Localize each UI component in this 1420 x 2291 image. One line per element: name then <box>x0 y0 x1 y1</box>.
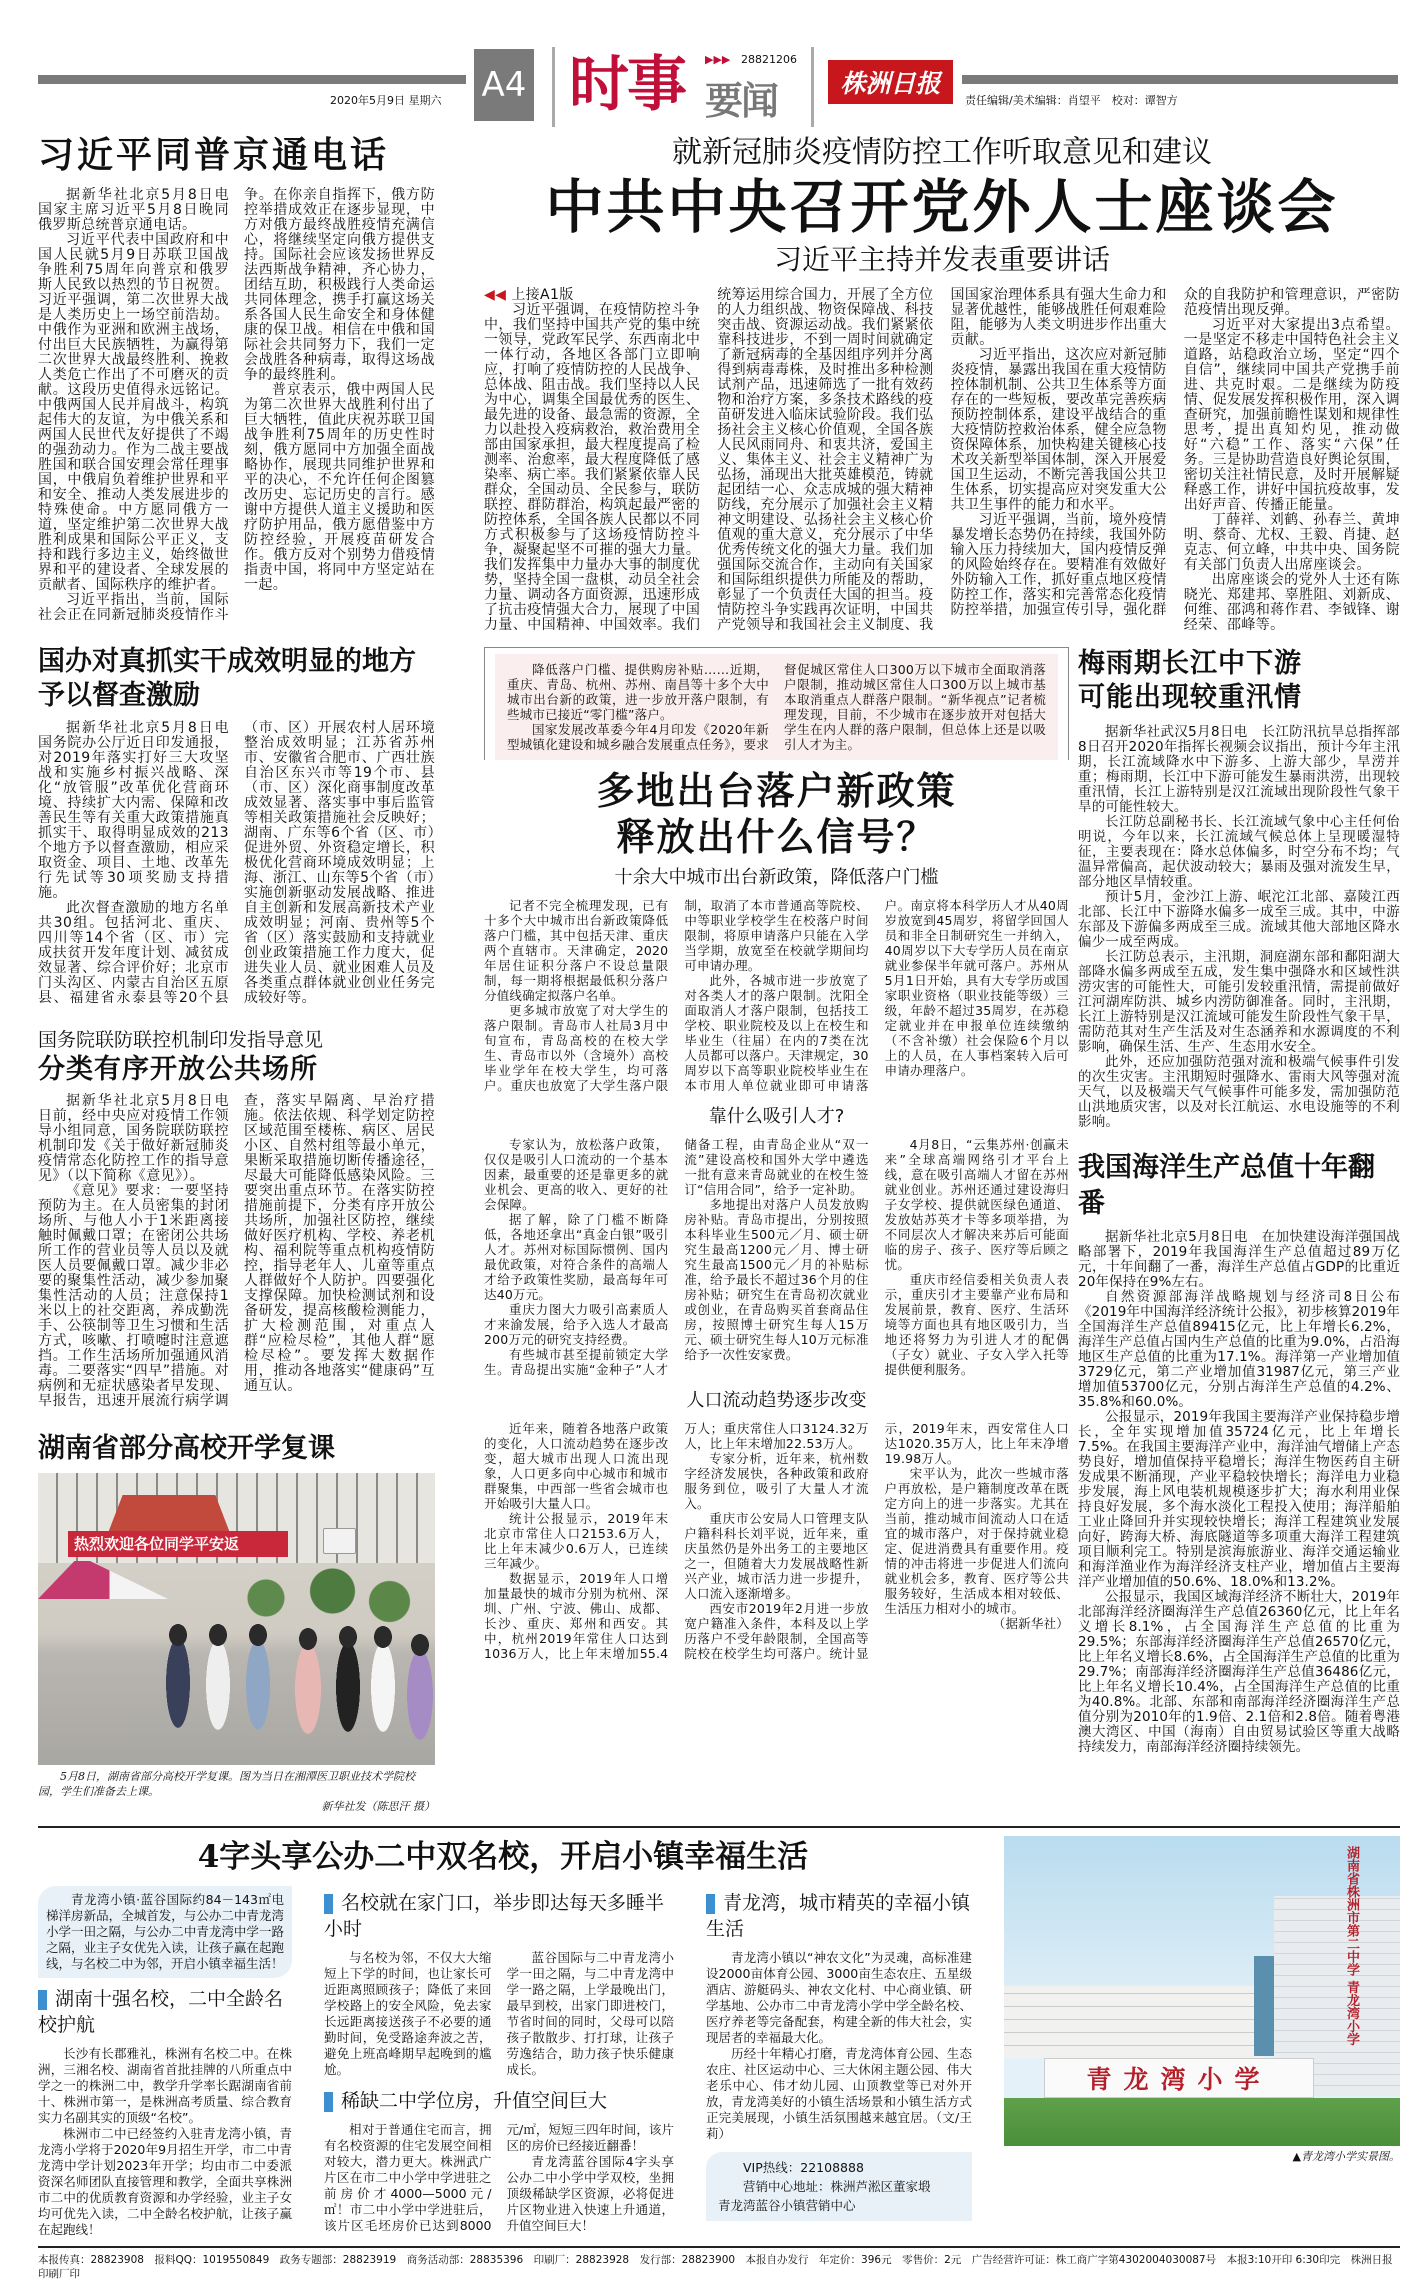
headline: 我国海洋生产总值十年翻番 <box>1078 1152 1375 1219</box>
advert-section-school <box>38 1986 292 2238</box>
paragraph: 习近平强调，当前，境外疫情暴发增长态势仍在持续，我国外防输入压力持续加大，国内疫情反弹的风险始终存在。要精准有效做好外防输入工作，抓好重点地区疫情防控工作，落实和完善常态化疫情防控举措，加强宣传引导，强化群众的自我防护和管理意识，严密防范疫情出现反弹。 <box>950 287 1400 618</box>
article-ocean-economy <box>1078 1150 1400 1755</box>
page-number: A4 <box>481 65 527 105</box>
heading-bar <box>324 2092 333 2112</box>
heading-text: 稀缺二中学位房，升值空间巨大 <box>341 2090 608 2112</box>
paragraph: 专家分析，近年来，杭州数字经济发展快，各种政策和政府服务到位，吸引了大量人才流入。 <box>684 1451 869 1511</box>
hotline-arrow-icon: ▶▶▶ <box>705 53 731 66</box>
paragraph: 西安市2019年2月进一步放宽户籍准入条件，本科及以上学历落户不受年龄限制，全国高等院校在校学生均可落户。统计显示，2019年末，西安常住人口达1020.35万人，比上年末净增19.98万人。 <box>684 1421 1069 1661</box>
section-body <box>324 2122 674 2234</box>
paragraph: 习近平代表中国政府和中国人民就5月9日苏联卫国战争胜利75周年向普京和俄罗斯人民致以热烈的节日祝贺。习近平强调，第二次世界大战是人类历史上一场空前浩劫。中俄作为亚洲和欧洲主战场，付出巨大民族牺牲，为赢得第二次世界大战最终胜利、挽救人类危亡作出了不可磨灭的贡献。这段历史值得永远铭记。中俄两国人民并肩战斗，构筑起伟大的友谊，为中俄关系和两国人民世代友好提供了不竭的强劲动力。作为二战主要战胜国和联合国安理会常任理事国，中俄肩负着维护世界和平和安全、推动人类发展进步的特殊使命。中方愿同俄方一道，坚定维护第二次世界大战胜利成果和国际公平正义，支持和践行多边主义，始终做世界和平的建设者、全球发展的贡献者、国际秩序的维护者。 <box>38 232 229 593</box>
paragraph: 多地提出对落户人员发放购房补贴。青岛市提出，分别按照本科毕业生500元／月、硕士研究生最高1200元／月、博士研究生最高1500元／月的补贴标准，给予最长不超过36个月的住房补贴；研究生在青岛初次就业或创业，在青岛购买首套商品住房，按照博士研究生每人15万元、硕士研究生每人10万元标准给予一次性安家费。 <box>684 1197 869 1362</box>
paragraph: 此外，还应加强防范强对流和极端气候事件引发的次生灾害。主汛期短时强降水、雷雨大风等强对流天气，以及极端天气气候事件可能多发，需加强防范山洪地质灾害，以及对长江航运、水电设施等的不利影响。 <box>1078 1054 1400 1130</box>
advert-section-town <box>706 1890 972 2142</box>
continued-from <box>484 288 700 303</box>
left-column <box>38 134 435 1814</box>
section-title-sub: 要闻 <box>705 79 778 123</box>
section-heading: 人口流动趋势逐步改变 <box>686 1390 867 1411</box>
right-column <box>1078 647 1400 1755</box>
section-body <box>484 1421 1069 1661</box>
right-area <box>484 134 1400 1755</box>
heading-bar <box>324 1894 333 1914</box>
tower-sign: 湖南省株洲市第二中学 青龙湾小学 <box>1344 1846 1359 2046</box>
paragraph: 重庆市公安局人口管理支队户籍科科长刘平说，近年来，重庆虽然仍是外出务工的主要地区之一，但随着大力发展战略性新兴产业，城市活力进一步提升，人口流入逐渐增多。 <box>684 1511 869 1601</box>
heading-text: 湖南十强名校，二中全龄名校护航 <box>38 1988 284 2036</box>
headline-line1: 梅雨期长江中下游 <box>1078 648 1302 679</box>
masthead <box>0 0 1420 134</box>
paragraph: 更多城市放宽了对大学生的落户限制。青岛市人社局3月中旬宣布，青岛高校的在校大学生、青岛市以外（含境外）高校毕业学年在校大学生，均可落户。重庆也放宽了大学生落户限制，取消了本市普通高等院校、中等职业学校学生在校落户时间限制，将原申请落户只能在入学当学期，放宽至在校就学期间均可申请办理。 <box>484 898 869 1093</box>
news-source: （据新华社） <box>992 1616 1069 1631</box>
paragraph: 专家认为，放松落户政策，仅仅是吸引人口流动的一个基本因素，最重要的还是靠更多的就业机会、更高的收入、更好的社会保障。 <box>484 1137 669 1212</box>
paragraph: 青龙湾小镇以“神农文化”为灵魂，高标准建设2000亩体育公园、3000亩生态农庄、五星级酒店、游艇码头、神农文化村、中心商业镇、研学基地、公办市二中青龙湾小学中学全龄名校、医疗养老等完备配套，构建全新的伟大社会，实现居者的幸福最大化。 <box>706 1950 972 2045</box>
advertorial <box>0 1836 1420 2238</box>
welcome-banner-text: 热烈欢迎各位同学平安返 <box>74 1535 240 1553</box>
paragraph: 普京表示，俄中两国人民为第二次世界大战胜利付出了巨大牺牲，值此庆祝苏联卫国战争胜利75周年的历史性时刻，俄方愿同中方加强全面战略协作，展现共同维护世界和平的决心，不允许任何企图篡改历史、忘记历史的言行。感谢中方提供人道主义援助和医疗防护用品，俄方愿借鉴中方防控经验，开展疫苗研发合作。俄方反对个别势力借疫情指责中国，将同中方坚定站在一起。 <box>244 382 435 593</box>
lower-articles <box>484 647 1400 1755</box>
continued-from-label: 上接A1版 <box>511 287 574 303</box>
paragraph: 宋平认为，此次一些城市落户再放松，是户籍制度改革在既定方向上的进一步落实。尤其在当前，推动城市间流动人口在适宜的城市落户，对于保持就业稳定、促进消费具有重要作用。疫情的冲击将进一步促进人们流向就业机会多，教育、医疗等公共服务较好，生活成本相对较低、生活压力相对小的城市。 <box>884 1466 1069 1616</box>
hukou-intro-box <box>484 647 1069 760</box>
footer-info: 本报传真：28823908 报料QQ：1019550849 政务专题部：28823919 商务活动部：28835396 印刷厂：28823928 发行部：28823900 本报自办发行 年定价：396元 零售价：2元 广告经营许可证：株工商广字第4302004030087号 本报3:10开印 6:30印完 株洲日报印刷厂印 <box>38 2254 1393 2280</box>
hukou-headline-line1: 多地出台落户新政策 <box>596 769 957 813</box>
paragraph: 有些城市甚至提前锁定大学生。青岛提出实施“金种子”人才储备工程，由青岛企业从“双一流”建设高校和国外大学中遴选一批有意来青岛就业的在校生签订“信用合同”，给予一定补助。 <box>484 1137 869 1377</box>
paragraph: 近年来，随着各地落户政策的变化，人口流动趋势在逐步改变，超大城市出现人口流出现象，人口更多向中心城市和城市群聚集，中西部一些省会城市也开始吸引大量人口。 <box>484 1421 669 1511</box>
article-main-headline: 中共中央召开党外人士座谈会 <box>545 173 1339 241</box>
advert-section-value <box>324 2088 674 2234</box>
heading-bar <box>38 1990 47 2010</box>
page-number-badge <box>474 49 534 121</box>
headline-line2: 可能出现较重汛情 <box>1078 682 1302 713</box>
advert-divider <box>38 1826 1400 1828</box>
article-hukou <box>484 647 1069 1661</box>
caption-text: 5月8日，湖南省部分高校开学复课。图为当日在湘潭医卫职业技术学院校园，学生们准备去上课。 <box>38 1770 415 1798</box>
paragraph: 降低落户门槛、提供购房补贴……近期，重庆、青岛、杭州、苏州、南昌等十多个大中城市出台新的政策，进一步放开落户限制，有些城市已接近“零门槛”落户。 <box>507 662 769 722</box>
hukou-section-3 <box>484 1389 1069 1661</box>
advert-col-2 <box>324 1886 674 2234</box>
article-supervision-incentive <box>38 645 435 1006</box>
heading-text: 名校就在家门口，举步即达每天多睡半小时 <box>324 1892 665 1940</box>
paragraph: 株洲市二中已经签约入驻青龙湾小镇，青龙湾小学将于2020年9月招生开学，市二中青龙湾中学计划2023年开学；均由市二中委派资深名师团队直接管理和教学，全面共享株洲市二中的优质教育资源和办学经验，业主子女均可优先入读，二中全龄名校护航，让孩子赢在起跑线！ <box>38 2126 292 2237</box>
section-heading <box>324 2088 674 2114</box>
paragraph: 出席座谈会的党外人士还有陈晓光、郑建邦、辜胜阻、刘新成、何维、邵鸿和蒋作君、李钺锋、谢经荣、邵峰等。 <box>1183 572 1400 633</box>
article-body <box>1078 725 1400 1130</box>
school-wall <box>1044 2058 1314 2098</box>
paragraph: 蓝谷国际与二中青龙湾小学一田之隔，与二中青龙湾中学一路之隔，上学最晚出门，最早到校，出家门即进校门，节省时间的同时，父母可以陪孩子散散步、打打球，让孩子劳逸结合，助力孩子快乐健康成长。 <box>506 1950 674 2077</box>
photo-school-caption: ▲青龙湾小学实景图。 <box>1292 2150 1400 2163</box>
headline: 分类有序开放公共场所 <box>38 1054 318 1085</box>
school-building <box>1004 1986 1264 2058</box>
article-main-subtitle: 习近平主持并发表重要讲话 <box>773 243 1110 276</box>
newspaper-name: 株洲日报 <box>840 69 941 98</box>
paragraph: 习近平指出，当前，国际社会正在同新冠肺炎疫情作斗争。在你亲自指挥下，俄方防控举措成效正在逐步显现，中方对俄方最终战胜疫情充满信心，将继续坚定向俄方提供支持。国际社会应该发扬世界反法西斯战争精神，齐心协力，团结互助，积极践行人类命运共同体理念，携手打赢这场关系各国人民生命安全和身体健康的保卫战。相信在中俄和国际社会共同努力下，我们一定会战胜各种病毒，取得这场战争的最终胜利。 <box>38 187 435 623</box>
intro-text <box>495 654 1058 760</box>
wall-sign: 青龙湾小学 <box>1086 2065 1272 2094</box>
article-body <box>1078 1230 1400 1755</box>
paragraph: 公报显示，我国区域海洋经济不断壮大，2019年北部海洋经济圈海洋生产总值26360亿元，比上年名义增长8.1%，占全国海洋生产总值的比重为29.5%；东部海洋经济圈海洋生产总值26570亿元，比上年名义增长8.6%，占全国海洋生产总值的比重为29.7%；南部海洋经济圈海洋生产总值36486亿元，比上年名义增长10.4%，占全国海洋生产总值的比重为40.8%。北部、东部和南部海洋经济圈海洋生产总值分别为2010年的1.9倍、2.1倍和2.8倍。随着粤港澳大湾区、中国（海南）自由贸易试验区等重大战略持续发力，南部海洋经济圈持续领先。 <box>1078 1589 1400 1755</box>
paragraph: 相对于普通住宅而言，拥有名校资源的住宅发展空间相对较大，潜力更大。株洲武广片区在市二中小学中学进驻之前房价才4000—5000元/㎡！市二中小学中学进驻后，该片区毛坯房价已达到8000元/㎡，短短三四年时间，该片区的房价已经接近翻番！ <box>324 2122 674 2233</box>
advert-section-proximity <box>324 1890 674 2078</box>
paragraphs <box>484 288 1400 633</box>
paragraph: 据新华社北京5月8日电 日前，经中央应对疫情工作领导小组同意，国务院联防联控机制印发《关于做好新冠肺炎疫情常态化防控工作的指导意见》（以下简称《意见》）。 <box>38 1093 244 1184</box>
paragraph: 此次督查激励的地方名单共30组。包括河北、重庆、四川等14个省（区、市）完成扶贫开发年度计划、减贫成效显著、综合评价好；北京市门头沟区、内蒙古自治区五原县、福建省永泰县等20个县（市、区）开展农村人居环境整治成效明显；江苏省苏州市、安徽省合肥市、广西壮族自治区东兴市等19个市、县（市、区）深化商事制度改革成效显著、落实事中事后监管等相关政策措施社会反映好；湖南、广东等6个省（区、市）促进外贸、外资稳定增长，积极优化营商环境成效明显；上海、浙江、山东等5个省（市）实施创新驱动发展战略、推进自主创新和发展高新技术产业成效明显；河南、贵州等5个省（区）落实鼓励和支持就业创业政策措施工作力度大，促进失业人员、就业困难人员及各类重点群体就业创业任务完成较好等。 <box>38 720 435 1006</box>
lawn <box>1004 2098 1400 2146</box>
footer-rule <box>38 2246 1400 2248</box>
heading-text: 青龙湾，城市精英的幸福小镇生活 <box>706 1892 971 1940</box>
paragraph: 此外，各城市进一步放宽了对各类人才的落户限制。沈阳全面取消人才落户限制，包括技工学校、职业院校及以上在校生和毕业生（往届）在内的7类在沈人员都可以落户。天津规定，30周岁以下高等职业院校毕业生在本市用人单位就业即可申请落户。南京将本科学历人才从40周岁放宽到45周岁，将留学回国人员和非全日制研究生一并纳入，40周岁以下大专学历人员在南京就业参保半年就可落户。苏州从5月1日开始，具有大专学历或国家职业资格（职业技能等级）三级，年龄不超过35周岁，在苏稳定就业并在申报单位连续缴纳（不含补缴）社会保险6个月以上的人员，在人事档案转入后可申请办理落户。 <box>684 898 1069 1093</box>
advert-col-photo <box>1004 1836 1400 2164</box>
headline-line2: 予以督查激励 <box>38 680 200 711</box>
section-title-frame <box>552 47 814 127</box>
paragraph: 4月8日，“云集苏州·创赢未来”全球高端网络引才平台上线，意在吸引高端人才留在苏州就业创业。苏州还通过建设海归子女学校、提供就医绿色通道、发放姑苏英才卡等多项举措，为不同层次人才解决来苏后可能面临的房子、孩子、医疗等后顾之忧。 <box>884 1137 1069 1272</box>
article-main-kicker: 就新冠肺炎疫情防控工作听取意见和建议 <box>672 135 1212 170</box>
paragraph: 据新华社北京5月8日电 国务院办公厅近日印发通报，对2019年落实打好三大攻坚战和实施乡村振兴战略、深化“放管服”改革优化营商环境、持续扩大内需、保障和改善民生等有关重大政策措施真抓实干、取得明显成效的213个地方予以督查激励，相应采取资金、项目、土地、改革先行先试等30项奖励支持措施。 <box>38 720 244 901</box>
paragraph: 据了解，除了门槛不断降低，各地还拿出“真金白银”吸引人才。苏州对标国际惯例、国内最优政策，对符合条件的高端人才给予政策性奖励，最高每年可达40万元。 <box>484 1212 669 1302</box>
section-body <box>706 1950 972 2142</box>
headline: 湖南省部分高校开学复课 <box>38 1433 335 1464</box>
section-heading: 十余大中城市出台新政策，降低落户门槛 <box>614 867 939 888</box>
red-roof <box>108 1495 230 1533</box>
paragraph: 据新华社北京5月8日电 在加快建设海洋强国战略部署下，2019年我国海洋生产总值超过89万亿元，十年间翻了一番，海洋生产总值占GDP的比重近20年保持在9%左右。 <box>1078 1229 1400 1290</box>
paragraph: 据新华社北京5月8日电 国家主席习近平5月8日晚同俄罗斯总统普京通电话。 <box>38 187 244 233</box>
headline-line1: 国办对真抓实干成效明显的地方 <box>38 646 416 677</box>
editors-credit: 责任编辑/美术编辑：肖望平 校对：谭智方 <box>965 94 1178 107</box>
continued-arrow-icon: ◀◀ <box>484 287 507 303</box>
pink-tent <box>38 1561 168 1599</box>
masthead-rule-left <box>38 75 466 84</box>
article-body <box>38 721 435 1006</box>
article-putin-call <box>38 134 435 623</box>
photo-students-returning <box>38 1473 435 1765</box>
paragraph: 与名校为邻，不仅大大缩短上下学的时间，也让家长可近距离照顾孩子；降低了来回学校路上的安全风险，免去家长远距离接送孩子不必要的通勤时间，免受路途奔波之苦，避免上班高峰期早起晚到的尴尬。 <box>324 1950 492 2077</box>
paragraph: 公报显示，2019年我国主要海洋产业保持稳步增长，全年实现增加值35724亿元，比上年增长7.5%。在我国主要海洋产业中，海洋油气增储上产态势良好，增加值保持平稳增长；海洋生物医药自主研发成果不断涌现，产业平稳较快增长；海洋电力业稳步发展，海上风电装机规模逐步扩大；海水利用业保持良好发展，多个海水淡化工程投入使用；海洋船舶工业止降回升并实现较快增长；海洋工程建筑业发展向好，跨海大桥、海底隧道等多项重大海洋工程建筑项目顺利完工。特别是滨海旅游业、海洋交通运输业和海洋渔业作为海洋经济支柱产业，增加值占主要海洋产业增加值的50.6%、18.0%和13.2%。 <box>1078 1409 1400 1590</box>
masthead-rule-right <box>962 75 1398 84</box>
welcome-banner <box>68 1531 288 1557</box>
paragraph: 习近平对大家提出3点希望。一是坚定不移走中国特色社会主义道路，站稳政治立场，坚定“四个自信”，继续同中国共产党携手前进、共克时艰。二是继续为防疫情、促发展发挥积极作用，深入调查研究，加强前瞻性谋划和规律性思考，提出真知灼见，推动做好“六稳”工作、落实“六保”任务。三是协助营造良好舆论氛围，密切关注社情民意，及时开展解疑释惑工作，讲好中国抗疫故事，发出好声音、传播正能量。 <box>1183 317 1400 513</box>
headline: 习近平同普京通电话 <box>38 135 390 176</box>
section-body <box>324 1950 674 2078</box>
paragraph: 长江防总表示，主汛期，洞庭湖东部和鄱阳湖大部降水偏多两成至五成，发生集中强降水和区域性洪涝灾害的可能性大，可能引发较重汛情，需提前做好江河湖库防洪、城乡内涝防御准备。同时，主汛期，长江上游特别是汉江流域可能发生阶段性气象干旱，需防范其对生产生活及对生态涵养和水源调度的不利影响，确保生活、生产、生态用水安全。 <box>1078 949 1400 1055</box>
newspaper-logo <box>828 60 953 104</box>
article-public-places <box>38 1028 435 1409</box>
paragraph: 重庆力图大力吸引高素质人才来渝发展，给予入选人才最高200万元的研究支持经费。 <box>484 1302 669 1347</box>
paragraph: 《意见》要求：一要坚持预防为主。在人员密集的封闭场所、与他人小于1米距离接触时佩戴口罩；在密闭公共场所工作的营业员等人员以及就医人员要佩戴口罩。减少非必要的聚集性活动，减少参加聚集性活动的人员；注意保持1米以上的社交距离，养成勤洗手、公筷制等卫生习惯和生活方式，咳嗽、打喷嚏时注意遮挡。工作生活场所加强通风消毒。二要落实“四早”措施。对病例和无症状感染者早发现、早报告，迅速开展流行病学调查，落实早隔离、早治疗措施。依法依规、科学划定防控区域范围至楼栋、病区、居民小区、自然村组等最小单元，果断采取措施切断传播途径，尽最大可能降低感染风险。三要突出重点环节。在落实防控措施前提下，分类有序开放公共场所，加强社区防控，继续做好医疗机构、学校、养老机构、福利院等重点机构疫情防控，指导老年人、儿童等重点人群做好个人防护。四要强化支撑保障。加快检测试剂和设备研发，提高核酸检测能力，扩大检测范围，对重点人群“应检尽检”，其他人群“愿检尽检”。要发挥大数据作用，推动各地落实“健康码”互通互认。 <box>38 1093 435 1409</box>
main-content <box>0 134 1420 1814</box>
photo-credit: 新华社发（陈思汗 摄） <box>321 1800 435 1813</box>
paragraph: 据新华社武汉5月8日电 长江防汛抗旱总指挥部8日召开2020年指挥长视频会议指出，预计今年主汛期，长江流域降水中下游多、上游大部少，旱涝并重；梅雨期，长江中下游可能发生暴雨洪涝，出现较重汛情，长江上游特别是汉江流域出现阶段性气象干旱的可能性较大。 <box>1078 724 1400 815</box>
air-conditioner <box>323 1528 356 1554</box>
article-body <box>38 188 435 623</box>
advert-contact-box <box>706 2152 972 2221</box>
sales-address-line1: 营销中心地址：株洲芦淞区董家塅 <box>743 2179 931 2194</box>
section-heading <box>706 1890 972 1942</box>
kicker: 国务院联防联控机制印发指导意见 <box>38 1029 324 1051</box>
sales-address-line2: 青龙湾蓝谷小镇营销中心 <box>718 2198 856 2213</box>
advert-col-1 <box>38 1886 292 2238</box>
paragraph: 重庆市经信委相关负责人表示，重庆引才主要靠产业布局和发展前景，教育、医疗、生活环境等方面也具有地区吸引力，当地还将努力为引进人才的配偶（子女）就业、子女入学入托等提供便利服务。 <box>884 1272 1069 1377</box>
article-yangtze-flood <box>1078 647 1400 1130</box>
students-group <box>158 1623 435 1743</box>
paragraph: 青龙湾蓝谷国际4字头享公办二中小学中学双校，坐拥顶级稀缺学区资源，必将促进片区物业进入快速上升通道，升值空间巨大！ <box>506 2154 674 2233</box>
school-glass <box>1254 1956 1274 2056</box>
paragraph: 习近平强调，在疫情防控斗争中，我们坚持中国共产党的集中统一领导，党政军民学、东西南北中一体行动，各地区各部门立即响应，打响了疫情防控的人民战争、总体战、阻击战。我们坚持以人民为中心，调集全国最优秀的医生、最先进的设备、最急需的资源，全力以赴投入疫病救治，救治费用全部由国家承担，最大程度提高了检测率、治愈率，最大程度降低了感染率、病亡率。我们紧紧依靠人民群众，全国动员、全民参与，联防联控、群防群治，构筑起最严密的防控体系，全国各族人民都以不同方式积极参与了这场疫情防控斗争，凝聚起坚不可摧的强大力量。我们发挥集中力量办大事的制度优势，坚持全国一盘棋，动员全社会力量、调动各方面资源，迅速形成了抗击疫情强大合力，展现了中国力量、中国精神、中国效率。我们统筹运用综合国力，开展了全方位的人力组织战、物资保障战、科技突击战、资源运动战。我们紧紧依靠科技进步，不到一周时间就确定了新冠病毒的全基因组序列并分离得到病毒毒株，及时推出多种检测试剂产品，迅速筛选了一批有效药物和治疗方案，多条技术路线的疫苗研发进入临床试验阶段。我们弘扬社会主义核心价值观，全国各族人民风雨同舟、和衷共济，爱国主义、集体主义、社会主义精神广为弘扬，涌现出大批英雄模范，铸就起团结一心、众志成城的强大精神防线，充分展示了加强社会主义精神文明建设、弘扬社会主义核心价值观的重大意义，充分展示了中华优秀传统文化的强大力量。我们加强国际交流合作，主动向有关国家和国际组织提供力所能及的帮助，彰显了一个负责任大国的担当。疫情防控斗争实践再次证明，中国共产党领导和我国社会主义制度、我国国家治理体系具有强大生命力和显著优越性，能够战胜任何艰难险阻，能够为人类文明进步作出重大贡献。 <box>484 287 1167 633</box>
photo-school <box>1004 1836 1400 2146</box>
photo-caption <box>38 1769 435 1814</box>
hukou-headline-line2: 释放出什么信号？ <box>616 815 937 859</box>
paragraph: 长江防总副秘书长、长江流域气象中心主任何佁明说，今年以来，长江流域气候总体上呈现暖湿特征，主要表现在：降水总体偏多，时空分布不均；气温异常偏高，起伏波动较大；暴雨及强对流发生早，部分地区旱情较重。 <box>1078 814 1400 890</box>
section-heading <box>324 1890 674 1942</box>
section-title-main: 时事 <box>569 50 685 120</box>
paragraph: 国家发展改革委今年4月印发《2020年新型城镇化建设和城乡融合发展重点任务》，要求督促城区常住人口300万以下城市全面取消落户限制，推动城区常住人口300万以上城市基本取消重点人群落户限制。“新华视点”记者梳理发现，目前，不少城市在逐步放开对包括大学生在内人群的落户限制，但总体上还是以吸引人才为主。 <box>507 662 1046 752</box>
hotline-number: 28821206 <box>741 53 797 66</box>
vip-hotline: VIP热线：22108888 <box>743 2160 864 2175</box>
article-body <box>38 1094 435 1409</box>
advert-intro: 青龙湾小镇·蓝谷国际约84－143㎡电梯洋房新品，全城首发，与公办二中青龙湾小学一田之隔，与公办二中青龙湾中学一路之隔，业主子女优先入读，让孩子赢在起跑线，与名校二中为邻，开启小镇幸福生活！ <box>46 1892 284 1971</box>
advert-col-3 <box>706 1886 972 2221</box>
hukou-section-2 <box>484 1105 1069 1377</box>
paragraph: 预计5月，金沙江上游、岷沱江北部、嘉陵江西北部、长江中下游降水偏多一成至三成。其中，中游东部及下游偏多两成至三成。流域其他大部地区降水偏少一成至两成。 <box>1078 889 1400 950</box>
paragraph: 习近平指出，这次应对新冠肺炎疫情，暴露出我国在重大疫情防控体制机制、公共卫生体系等方面存在的一些短板，要改革完善疾病预防控制体系，建设平战结合的重大疫情防控救治体系，健全应急物资保障体系，加快构建关键核心技术攻关新型举国体制，深入开展爱国卫生运动，不断完善我国公共卫生体系，切实提高应对突发重大公共卫生事件的能力和水平。 <box>950 347 1167 513</box>
paragraph: 数据显示，2019年人口增加量最快的城市分别为杭州、深圳、广州、宁波、佛山、成都、长沙、重庆、郑州和西安。其中，杭州2019年常住人口达到1036万人，比上年末增加55.4万人；重庆常住人口3124.32万人，比上年末增加22.53万人。 <box>484 1421 869 1661</box>
paragraph: 统计公报显示，2019年末北京市常住人口2153.6万人，比上年末减少0.6万人，已连续三年减少。 <box>484 1511 669 1571</box>
paragraph: 历经十年精心打磨，青龙湾体育公园、生态农庄、社区运动中心、三大休闲主题公园、伟大老乐中心、伟才幼儿园、山顶教堂等已对外开放，青龙湾美好的小镇生活场景和小镇生活方式正完美展现，小镇生活氛围越来越宜居。（文/王莉） <box>706 2046 972 2141</box>
hukou-section-1 <box>484 866 1069 1093</box>
section-body <box>484 1137 1069 1377</box>
section-heading: 靠什么吸引人才? <box>708 1106 845 1127</box>
section-body <box>38 2046 292 2238</box>
paragraph: 自然资源部海洋战略规划与经济司8日公布《2019年中国海洋经济统计公报》，初步核算2019年全国海洋生产总值89415亿元，比上年增长6.2%，海洋生产总值占国内生产总值的比重为9.0%，占沿海地区生产总值的比重为17.1%。海洋第一产业增加值3729亿元，第二产业增加值31987亿元，第三产业增加值53700亿元，分别占海洋生产总值的4.2%、35.8%和60.0%。 <box>1078 1289 1400 1410</box>
advert-intro-box <box>38 1886 292 1978</box>
paragraph: 丁薛祥、刘鹤、孙春兰、黄坤明、蔡奇、尤权、王毅、肖捷、赵克志、何立峰，中共中央、国务院有关部门负责人出席座谈会。 <box>1183 512 1400 573</box>
paragraph: 长沙有长郡雅礼，株洲有名校二中。在株洲，三湘名校、湖南省首批挂牌的八所重点中学之一的株洲二中，教学升学率长踞湖南省前十、株洲市第一，是株洲高考质量、综合教育实力名副其实的顶级“名校”。 <box>38 2046 292 2125</box>
issue-date: 2020年5月9日 星期六 <box>330 94 442 107</box>
advert-headline: 4字头享公办二中双名校，开启小镇幸福生活 <box>197 1839 809 1875</box>
heading-bar <box>706 1894 715 1914</box>
paragraph: 记者不完全梳理发现，已有十多个大中城市出台新政策降低落户门槛，其中包括天津、重庆两个直辖市。天津确定，2020年居住证积分落户不设总量限制，每一期将根据最低积分落户分值线确定拟落户名单。 <box>484 898 669 1003</box>
section-body <box>484 898 1069 1093</box>
photo-story-hunan <box>38 1431 435 1814</box>
article-main-body <box>484 288 1400 633</box>
